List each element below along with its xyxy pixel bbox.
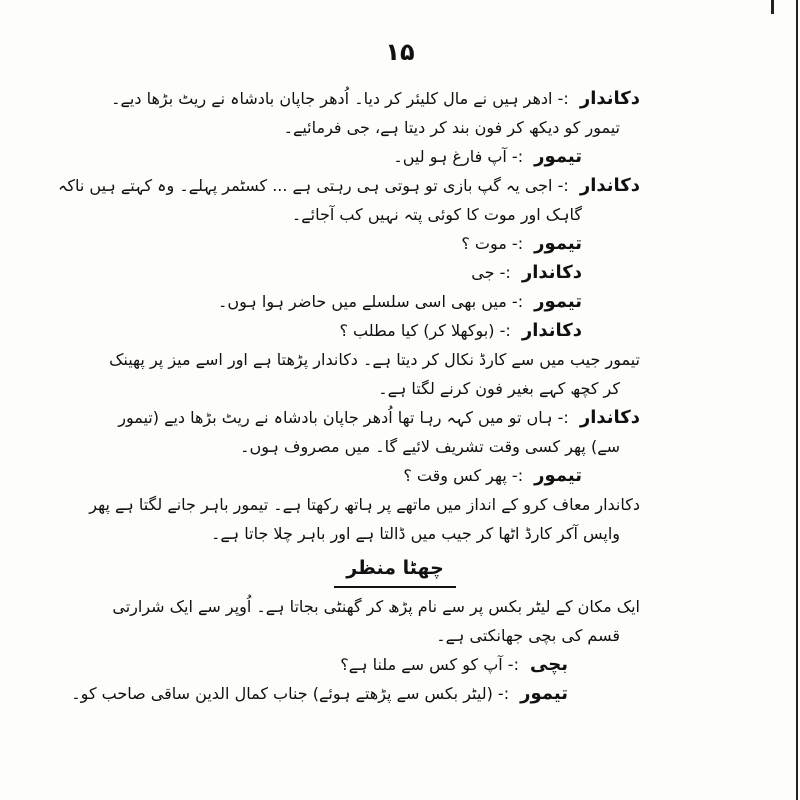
line-text: ادھر ہیں نے مال کلیئر کر دیا۔ اُدھر جاپان بادشاہ نے ریٹ بڑھا دیے۔ bbox=[111, 89, 553, 108]
speaker-separator: :- bbox=[494, 321, 516, 340]
text-line bbox=[150, 142, 640, 171]
text-line bbox=[150, 519, 640, 548]
dialogue-block-1 bbox=[58, 84, 640, 548]
text-line bbox=[150, 200, 640, 229]
line-text: موت ؟ bbox=[461, 234, 507, 253]
speaker-name: تیمور bbox=[520, 683, 568, 704]
text-line bbox=[111, 84, 640, 113]
text-line bbox=[150, 287, 640, 316]
speaker-separator: :- bbox=[506, 147, 529, 166]
line-text: واپس آکر کارڈ اٹھا کر جیب میں ڈالتا ہے اور باہر چلا جاتا ہے۔ bbox=[211, 524, 620, 543]
speaker-separator: :- bbox=[506, 234, 529, 253]
text-line bbox=[150, 461, 640, 490]
line-text: پھر کس وقت ؟ bbox=[403, 466, 507, 485]
speaker-name: دکاندار bbox=[579, 175, 640, 196]
text-line bbox=[150, 374, 640, 403]
line-text: ایک مکان کے لیٹر بکس پر سے نام پڑھ کر گھنٹی بجاتا ہے۔ اُوپر سے ایک شرارتی bbox=[112, 597, 640, 616]
line-text: (لیٹر بکس سے پڑھتے ہوئے) جناب کمال الدین ساقی صاحب کو۔ bbox=[71, 684, 493, 703]
speaker-separator: :- bbox=[552, 89, 574, 108]
line-text: کر کچھ کہے بغیر فون کرنے لگتا ہے۔ bbox=[378, 379, 620, 398]
text-line bbox=[112, 592, 640, 621]
speaker-separator: :- bbox=[552, 408, 574, 427]
text-line bbox=[58, 171, 640, 200]
speaker-name: تیمور bbox=[534, 233, 582, 254]
scene-heading: چھٹا منظر bbox=[334, 554, 456, 588]
speaker-separator: :- bbox=[492, 684, 515, 703]
line-text: ہاں تو میں کہہ رہا تھا اُدھر جاپان بادشاہ نے ریٹ بڑھا دیے (تیمور bbox=[118, 408, 553, 427]
speaker-separator: :- bbox=[494, 263, 516, 282]
line-text: (بوکھلا کر) کیا مطلب ؟ bbox=[339, 321, 495, 340]
page-edge-line bbox=[796, 0, 798, 800]
text-line bbox=[109, 345, 640, 374]
text-line bbox=[150, 432, 640, 461]
corner-mark bbox=[771, 0, 774, 14]
text-line bbox=[150, 229, 640, 258]
speaker-name: دکاندار bbox=[579, 88, 640, 109]
speaker-name: دکاندار bbox=[521, 262, 582, 283]
line-text: دکاندار معاف کرو کے انداز میں ماتھے پر ہاتھ رکھتا ہے۔ تیمور باہر جانے لگتا ہے پھر bbox=[89, 495, 640, 514]
speaker-separator: :- bbox=[506, 466, 529, 485]
text-line bbox=[150, 258, 640, 287]
text-line bbox=[89, 490, 640, 519]
line-text: آپ کو کس سے ملنا ہے؟ bbox=[340, 655, 503, 674]
speaker-name: تیمور bbox=[534, 146, 582, 167]
speaker-name: بچی bbox=[530, 654, 568, 675]
speaker-separator: :- bbox=[552, 176, 574, 195]
speaker-name: تیمور bbox=[534, 465, 582, 486]
text-line bbox=[118, 403, 640, 432]
text-line bbox=[71, 679, 640, 708]
dialogue-block-2 bbox=[71, 592, 640, 708]
speaker-separator: :- bbox=[506, 292, 529, 311]
speaker-name: تیمور bbox=[534, 291, 582, 312]
speaker-name: دکاندار bbox=[521, 320, 582, 341]
line-text: تیمور جیب میں سے کارڈ نکال کر دیتا ہے۔ دکاندار پڑھتا ہے اور اسے میز پر پھینک bbox=[109, 350, 640, 369]
line-text: تیمور کو دیکھ کر فون بند کر دیتا ہے، جی فرمائیے۔ bbox=[283, 118, 620, 137]
line-text: سے) پھر کسی وقت تشریف لائیے گا۔ میں مصروف ہوں۔ bbox=[240, 437, 620, 456]
scene-heading-row bbox=[150, 554, 640, 588]
line-text: آپ فارغ ہو لیں۔ bbox=[393, 147, 507, 166]
line-text: قسم کی بچی جھانکتی ہے۔ bbox=[436, 626, 620, 645]
page-text bbox=[58, 84, 640, 708]
line-text: میں بھی اسی سلسلے میں حاضر ہوا ہوں۔ bbox=[218, 292, 507, 311]
line-text: جی bbox=[471, 263, 495, 282]
text-line bbox=[150, 316, 640, 345]
speaker-separator: :- bbox=[502, 655, 525, 674]
line-text: گاہک اور موت کا کوئی پتہ نہیں کب آجائے۔ bbox=[291, 205, 582, 224]
text-line bbox=[150, 621, 640, 650]
text-line bbox=[150, 650, 640, 679]
speaker-name: دکاندار bbox=[579, 407, 640, 428]
text-line bbox=[150, 113, 640, 142]
line-text: اجی یہ گپ بازی تو ہوتی ہی رہتی ہے ... کسٹمر پہلے۔ وہ کہتے ہیں ناکہ bbox=[58, 176, 553, 195]
page-number: ۱۵ bbox=[385, 38, 415, 66]
